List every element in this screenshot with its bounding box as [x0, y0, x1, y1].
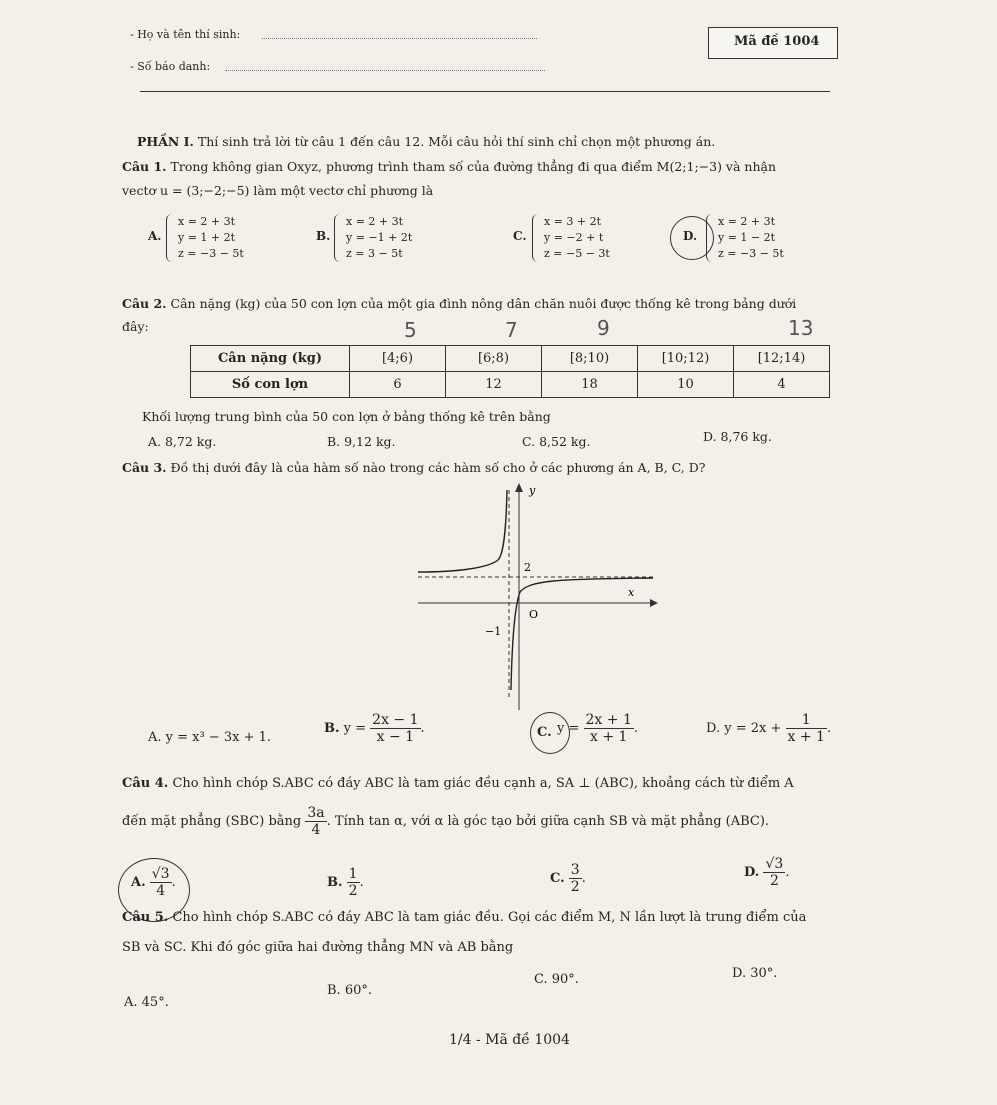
handwritten-mark-2: 7 — [505, 318, 518, 342]
q4-option-b: B. $\frac{1}{2}$ . — [327, 866, 364, 899]
q3-label: Câu 3. — [122, 460, 167, 475]
exam-code: Mã đề 1004 — [734, 34, 820, 49]
q3-option-c-y: y = — [557, 721, 580, 736]
q2-interval-5: [12;14) — [734, 346, 830, 372]
q5-option-a: A. 45°. — [124, 995, 169, 1010]
q1-option-b-letter: B. — [316, 229, 331, 243]
handwritten-mark-3: 9 — [597, 316, 610, 340]
q1-option-a-line-1: x = 2 + 3t — [178, 215, 236, 228]
q3-option-b-y: y = — [343, 721, 367, 736]
q4-line-1 — [122, 776, 794, 791]
part1-heading — [137, 134, 715, 149]
q2-frequency-table — [190, 345, 830, 398]
q1-option-c-line-1: x = 3 + 2t — [544, 215, 602, 228]
q5-line-1 — [122, 910, 806, 925]
q5-option-c: C. 90°. — [534, 972, 579, 987]
q2-table-row-weight — [191, 346, 830, 372]
q5-option-d: D. 30°. — [732, 966, 778, 981]
q2-interval-4: [10;12) — [638, 346, 734, 372]
q4-option-a: A. $\frac{√3}{4}$ . — [131, 866, 176, 899]
q1-option-c-letter: C. — [513, 229, 527, 243]
q2-count-5: 4 — [734, 372, 830, 398]
q3-option-b-letter: B. — [324, 721, 340, 736]
q2-line-1 — [122, 296, 796, 311]
q2-table-head-weight: Cân nặng (kg) — [191, 346, 350, 372]
q1-option-d-letter: D. — [683, 229, 698, 243]
q2-count-4: 10 — [638, 372, 734, 398]
q1-option-b-line-1: x = 2 + 3t — [346, 215, 404, 228]
q3-option-d-num: 1 — [786, 712, 827, 729]
q2-option-d: D. 8,76 kg. — [703, 429, 772, 444]
q5-label: Câu 5. — [122, 910, 169, 925]
q4-option-c-fraction — [569, 862, 582, 895]
q4-option-b-fraction — [347, 866, 360, 899]
q3-option-c-fraction — [584, 712, 634, 745]
q3-option-c-num: 2x + 1 — [585, 712, 632, 728]
q4-frac-num: 3a — [307, 805, 325, 821]
q2-table-head-count: Số con lợn — [191, 372, 350, 398]
q3-option-b-num: 2x − 1 — [372, 712, 419, 728]
q4-option-b-den: 2 — [348, 883, 358, 899]
q1-option-b-line-2: y = −1 + 2t — [346, 231, 413, 244]
q4-option-c-den: 2 — [570, 879, 580, 895]
candidate-id-label: - Số báo danh: — [130, 60, 211, 73]
q2-interval-3: [8;10) — [542, 346, 638, 372]
q3-origin-label: O — [529, 608, 539, 621]
candidate-name-line — [262, 38, 537, 39]
q1-option-c-line-2: y = −2 + t — [544, 231, 604, 244]
q1-option-a-line-3: z = −3 − 5t — [178, 247, 244, 260]
q1-option-a-line-2: y = 1 + 2t — [178, 231, 236, 244]
q2-label: Câu 2. — [122, 296, 167, 311]
q1-option-c-system — [532, 214, 610, 262]
q3-y-label: y — [529, 484, 536, 497]
q4-option-c-num: 3 — [570, 862, 580, 878]
q1-label: Câu 1. — [122, 159, 167, 174]
q4-frac-den: 4 — [311, 822, 321, 838]
q1-line-1 — [122, 159, 776, 174]
q4-option-a-num: √3 — [151, 866, 170, 882]
q2-count-2: 12 — [446, 372, 542, 398]
q2-table-row-count — [191, 372, 830, 398]
q1-option-a-system — [166, 214, 244, 262]
part1-instruction: Thí sinh trả lời từ câu 1 đến câu 12. Mỗi câu hỏi thí sinh chỉ chọn một phương án. — [197, 134, 716, 149]
q2-count-3: 18 — [542, 372, 638, 398]
part1-title: PHẦN I. — [137, 134, 194, 149]
q3-x-axis-arrow — [650, 599, 658, 607]
q1-option-a-letter: A. — [148, 229, 162, 243]
q3-line — [122, 460, 705, 475]
q4-option-b-num: 1 — [348, 866, 358, 882]
q4-option-a-den: 4 — [156, 883, 166, 899]
q1-option-b-line-3: z = 3 − 5t — [346, 247, 403, 260]
q2-text-2: đây: — [122, 319, 149, 334]
q4-text-2b: . Tính tan α, với α là góc tạo bởi giữa cạnh SB và mặt phẳng (ABC). — [326, 814, 770, 829]
q1-option-c-line-3: z = −5 − 3t — [544, 247, 610, 260]
q2-interval-2: [6;8) — [446, 346, 542, 372]
q1-option-d-line-2: y = 1 − 2t — [718, 231, 776, 244]
header-divider — [140, 91, 830, 92]
q3-text: Đồ thị dưới đây là của hàm số nào trong các hàm số cho ở các phương án A, B, C, D? — [170, 460, 706, 475]
q3-y-axis-arrow — [515, 483, 523, 492]
q4-text-2a: đến mặt phẳng (SBC) bằng — [122, 814, 302, 829]
q3-tick-2: 2 — [524, 561, 531, 574]
q4-label: Câu 4. — [122, 776, 169, 791]
q2-text-1: Cân nặng (kg) của 50 con lợn của một gia đình nông dân chăn nuôi được thống kê trong bảng dưới — [170, 296, 797, 311]
q2-count-1: 6 — [350, 372, 446, 398]
q1-text-1: Trong không gian Oxyz, phương trình tham số của đường thẳng đi qua điểm M(2;1;−3) và nhận — [170, 159, 777, 174]
q3-option-c-den: x + 1 — [589, 729, 628, 745]
q1-text-2: vectơ u = (3;−2;−5) làm một vectơ chỉ phương là — [122, 183, 434, 198]
candidate-id-line — [225, 70, 545, 71]
q2-interval-1: [4;6) — [350, 346, 446, 372]
q2-option-c: C. 8,52 kg. — [522, 434, 591, 449]
exam-code-box — [708, 27, 838, 59]
q4-option-d-den: 2 — [769, 873, 779, 889]
q3-option-d-fraction — [786, 712, 827, 745]
q2-question: Khối lượng trung bình của 50 con lợn ở bảng thống kê trên bằng — [142, 409, 551, 424]
q2-option-a: A. 8,72 kg. — [148, 434, 217, 449]
q4-option-c-letter: C. — [550, 871, 565, 886]
q1-option-b-system — [334, 214, 412, 262]
q5-option-b: B. 60°. — [327, 983, 372, 998]
q3-option-b-den: x − 1 — [376, 729, 415, 745]
q3-x-label: x — [628, 586, 635, 599]
q4-option-c: C. $\frac{3}{2}$ . — [550, 862, 586, 895]
q4-option-d-fraction — [763, 856, 785, 889]
q3-option-c-letter: C. — [537, 725, 552, 740]
q4-option-a-letter: A. — [131, 875, 146, 890]
q4-distance-fraction — [305, 805, 326, 838]
q3-option-d: D. y = 2x + — [706, 721, 782, 736]
q5-text-1: Cho hình chóp S.ABC có đáy ABC là tam giác đều. Gọi các điểm M, N lần lượt là trung điểm của — [172, 910, 807, 925]
q1-option-d-line-1: x = 2 + 3t — [718, 215, 776, 228]
q3-function-graph — [418, 480, 658, 710]
q5-text-2: SB và SC. Khi đó góc giữa hai đường thẳng MN và AB bằng — [122, 940, 514, 955]
q4-option-a-fraction — [150, 866, 172, 899]
q3-option-a: A. y = x³ − 3x + 1. — [148, 730, 272, 745]
handwritten-mark-1: 5 — [404, 318, 417, 342]
q4-option-d-letter: D. — [744, 865, 760, 880]
q3-option-c: y = $\frac{2x + 1}{x + 1}$ . — [557, 712, 638, 745]
q4-option-d-num: √3 — [765, 856, 784, 872]
q2-option-b: B. 9,12 kg. — [327, 434, 396, 449]
q3-option-b-fraction — [370, 712, 420, 745]
q3-curve-left — [418, 490, 507, 572]
q3-option-b: B. y = $\frac{2x - 1}{x - 1}$ . — [324, 712, 425, 745]
q4-line-2 — [122, 805, 769, 838]
q3-tick-minus-1: −1 — [485, 625, 502, 638]
handwritten-mark-4: 13 — [788, 316, 814, 340]
page-footer: 1/4 - Mã đề 1004 — [449, 1032, 570, 1048]
q4-option-b-letter: B. — [327, 875, 343, 890]
candidate-name-label: - Họ và tên thí sinh: — [130, 28, 241, 41]
q4-text-1: Cho hình chóp S.ABC có đáy ABC là tam giác đều cạnh a, SA ⊥ (ABC), khoảng cách từ điểm A — [172, 776, 794, 791]
q4-option-d: D. $\frac{√3}{2}$ . — [744, 856, 790, 889]
q1-option-d-system — [706, 214, 784, 262]
q1-option-d-line-3: z = −3 − 5t — [718, 247, 784, 260]
q3-option-d-den: x + 1 — [787, 729, 825, 745]
q3-option-d-line: D. y = 2x + $\frac{1}{x + 1}$ . — [706, 712, 832, 745]
